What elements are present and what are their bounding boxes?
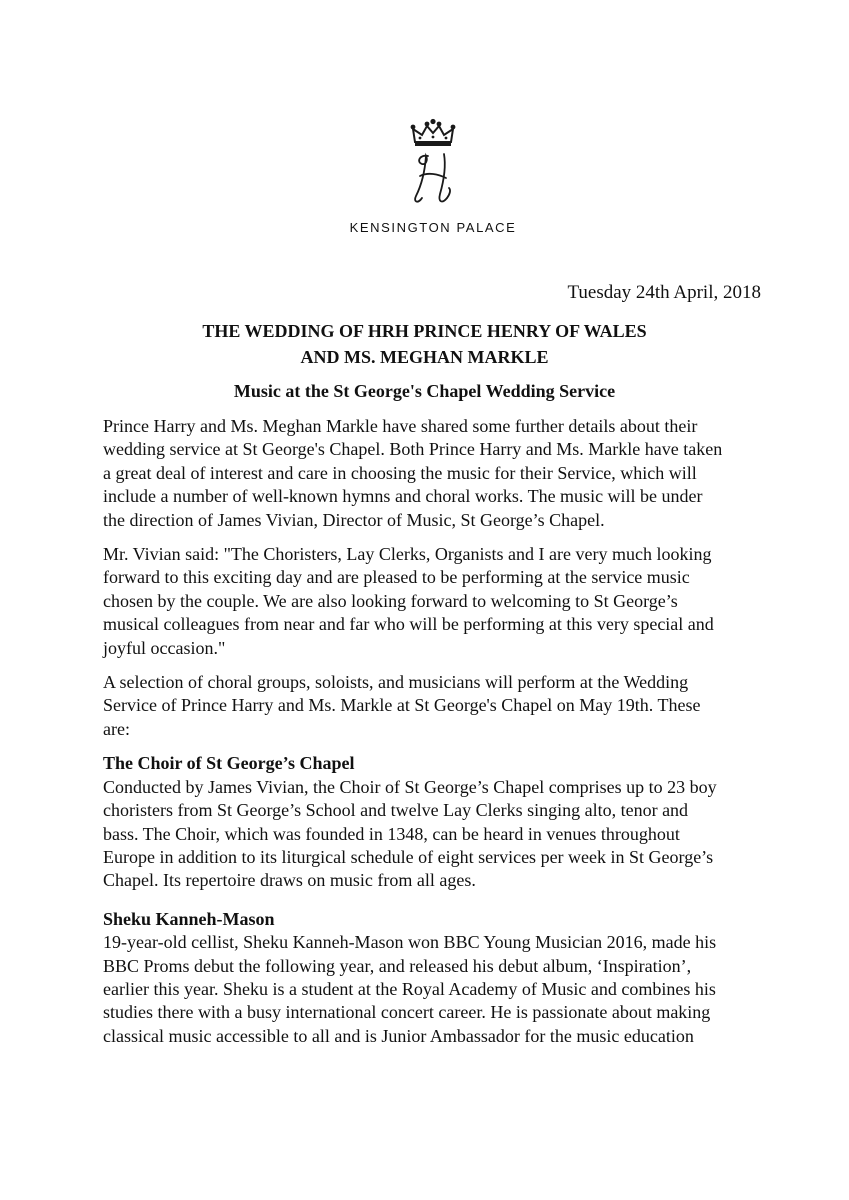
section-choir [103, 752, 768, 892]
document-title [0, 318, 849, 370]
text-line: wedding service at St George's Chapel. Both Prince Harry and Ms. Markle have taken [103, 439, 723, 460]
organization-name: KENSINGTON PALACE [349, 220, 517, 235]
text-line: Europe in addition to its liturgical schedule of eight services per week in St George’s [103, 846, 714, 867]
text-line: Service of Prince Harry and Ms. Markle at St George's Chapel on May 19th. These [103, 695, 701, 716]
section-sheku [103, 908, 768, 1048]
title-line: THE WEDDING OF HRH PRINCE HENRY OF WALES [202, 321, 647, 341]
text-line: BBC Proms debut the following year, and released his debut album, ‘Inspiration’, [103, 955, 692, 976]
text-line: joyful occasion." [103, 637, 226, 658]
crown-h-monogram-icon [398, 118, 468, 210]
text-line: classical music accessible to all and is Junior Ambassador for the music education [103, 1025, 694, 1046]
paragraph-intro [103, 415, 768, 532]
text-line: the direction of James Vivian, Director of Music, St George’s Chapel. [103, 509, 605, 530]
text-line: bass. The Choir, which was founded in 1348, can be heard in venues throughout [103, 823, 680, 844]
text-line: Chapel. Its repertoire draws on music from all ages. [103, 870, 476, 891]
text-line: chosen by the couple. We are also looking forward to welcoming to St George’s [103, 590, 678, 611]
text-line: choristers from St George’s School and twelve Lay Clerks singing alto, tenor and [103, 800, 689, 821]
text-line: Mr. Vivian said: "The Choristers, Lay Clerks, Organists and I are very much looking [103, 544, 712, 565]
text-line: forward to this exciting day and are pleased to be performing at the service music [103, 567, 690, 588]
text-line: earlier this year. Sheku is a student at the Royal Academy of Music and combines his [103, 978, 716, 999]
section-heading: The Choir of St George’s Chapel [103, 753, 355, 774]
document-subtitle: Music at the St George's Chapel Wedding Service [233, 381, 616, 401]
document-date: Tuesday 24th April, 2018 [567, 282, 761, 303]
text-line: include a number of well-known hymns and choral works. The music will be under [103, 486, 703, 507]
text-line: a great deal of interest and care in choosing the music for their Service, which will [103, 462, 697, 483]
text-line: Prince Harry and Ms. Meghan Markle have shared some further details about their [103, 416, 698, 436]
section-heading: Sheku Kanneh-Mason [103, 908, 275, 929]
text-line: musical colleagues from near and far who will be performing at this very special and [103, 614, 714, 635]
text-line: 19-year-old cellist, Sheku Kanneh-Mason won BBC Young Musician 2016, made his [103, 932, 717, 953]
text-line: are: [103, 718, 130, 739]
text-line: Conducted by James Vivian, the Choir of St George’s Chapel comprises up to 23 boy [103, 776, 717, 797]
document-body [103, 415, 768, 1063]
title-line: AND MS. MEGHAN MARKLE [300, 347, 549, 367]
paragraph-selection [103, 671, 768, 741]
text-line: studies there with a busy international concert career. He is passionate about making [103, 1002, 711, 1023]
paragraph-quote [103, 543, 768, 660]
text-line: A selection of choral groups, soloists, and musicians will perform at the Wedding [103, 672, 689, 693]
